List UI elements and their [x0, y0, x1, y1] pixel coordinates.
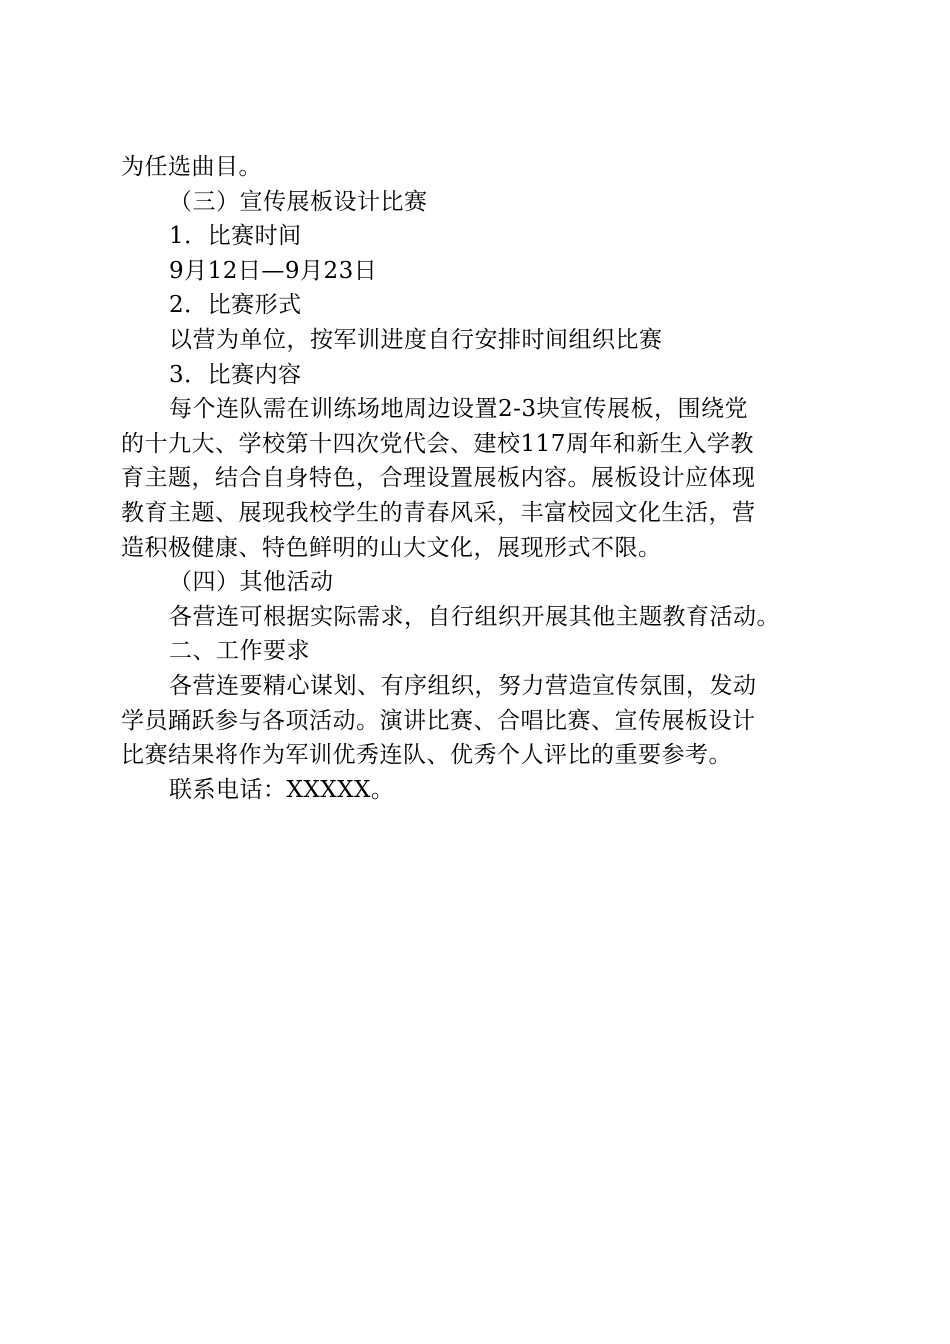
item2-value: 以营为单位，按军训进度自行安排时间组织比赛 [169, 326, 663, 353]
requirements-text-line: 比赛结果将作为军训优秀连队、优秀个人评比的重要参考。 [121, 742, 732, 769]
item2-label: 2．比赛形式 [169, 292, 302, 319]
continuation-line: 为任选曲目。 [121, 154, 262, 180]
item3-text-line: 育主题，结合自身特色，合理设置展板内容。展板设计应体现 [121, 465, 756, 492]
item3-text-line: 每个连队需在训练场地周边设置2-3块宣传展板，围绕党 [169, 396, 749, 423]
document-body [121, 150, 821, 807]
requirements-text-line: 学员踊跃参与各项活动。演讲比赛、合唱比赛、宣传展板设计 [121, 707, 756, 734]
item3-text-line: 教育主题、展现我校学生的青春风采，丰富校园文化生活，营 [121, 499, 756, 526]
contact-line: 联系电话：XXXXX。 [169, 776, 395, 803]
section4-text: 各营连可根据实际需求，自行组织开展其他主题教育活动。 [169, 603, 780, 630]
item1-label: 1．比赛时间 [169, 223, 302, 250]
requirements-heading: 二、工作要求 [169, 638, 310, 665]
item1-value: 9月12日—9月23日 [169, 257, 378, 284]
item3-text-line: 造积极健康、特色鲜明的山大文化，展现形式不限。 [121, 534, 662, 561]
section3-heading: （三）宣传展板设计比赛 [169, 188, 428, 215]
item3-text-line: 的十九大、学校第十四次党代会、建校117周年和新生入学教 [121, 430, 754, 457]
item3-label: 3．比赛内容 [169, 361, 302, 388]
section4-heading: （四）其他活动 [169, 569, 334, 596]
requirements-text-line: 各营连要精心谋划、有序组织，努力营造宣传氛围，发动 [169, 672, 757, 699]
